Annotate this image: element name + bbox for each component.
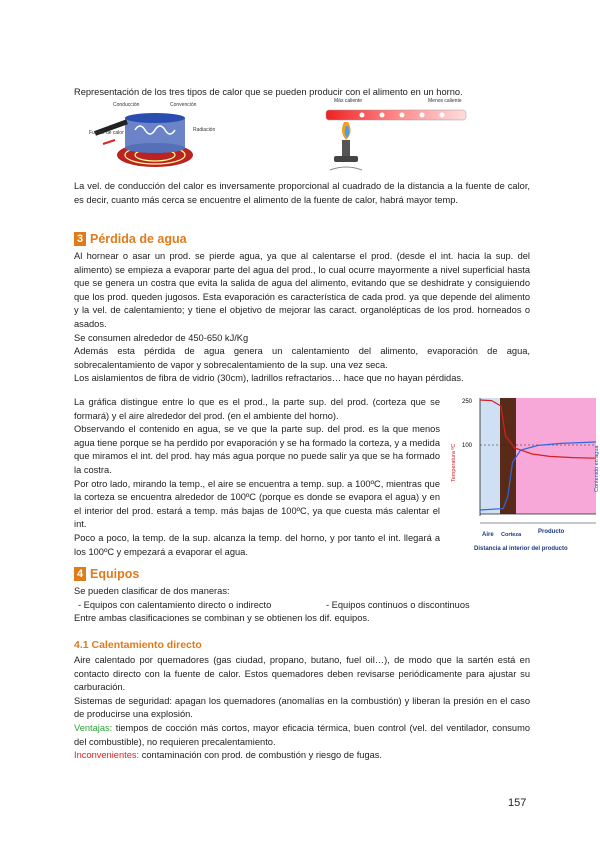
section-3-p3: Además esta pérdida de agua genera un calentamiento del alimento, evaporación de agua, sobrecalentamiento de vapor y sobrecalentamiento de la sup. una vez seca. — [74, 346, 530, 370]
inconvenientes-paragraph — [74, 749, 530, 763]
subsection-p3: Aire calentado por quemadores (gas ciudad, propano, butano, fuel oil…), de modo que la sartén está en contacto directo con la fuente de calor. Estos quemadores deben revisarse periódicamente para ajustar su carburación. — [74, 655, 530, 693]
chart-svg — [446, 392, 600, 556]
label-conduccion: Conducción — [113, 102, 140, 108]
heated-bar — [326, 110, 466, 120]
section-3-p8: Poco a poco, la temp. de la sup. alcanza la temp. del horno, y por tanto el int. llegará a los 100ºC y empezará a evaporar el agua. — [74, 532, 440, 557]
label-mas-caliente: Más caliente — [334, 98, 363, 104]
burner-illustration — [322, 98, 470, 172]
burner-base — [334, 156, 358, 162]
region-label-corteza: Corteza — [501, 532, 522, 538]
section-4-p1: Se pueden clasificar de dos maneras: — [74, 586, 230, 596]
section-3-p4: Los aislamientos de fibra de vidrio (30cm), ladrillos refractarios… hace que no hayan pérdidas. — [74, 373, 464, 384]
region-producto-bg — [516, 398, 596, 514]
section-3-chart-text — [74, 396, 440, 559]
region-label-aire: Aire — [482, 532, 494, 538]
burner-figure — [322, 98, 470, 172]
subsection-4-1-body — [74, 654, 530, 763]
ytick-250: 250 — [462, 399, 473, 405]
inconvenientes-text: contaminación con prod. de combustión y riesgo de fugas. — [139, 750, 383, 761]
section-4-heading — [74, 567, 139, 581]
temperature-water-chart — [446, 392, 600, 556]
section-3-p7: Por otro lado, mirando la temp., el aire se encuentra a temp. sup. a 100ºC, mientras que la corteza se encuentra alrededor de 100ºC (porque es donde se evapora el agua) y en el interior del prod. estará a temp. más bajas de 100ºC, ya que cuesta más calentar el int. — [74, 478, 440, 530]
section-3-p2: Se consumen alrededor de 450-650 kJ/Kg — [74, 332, 249, 343]
ytick-100: 100 — [462, 443, 473, 449]
region-aire-bg — [480, 398, 500, 514]
classification-item-2: - Equipos continuos o discontinuos — [326, 599, 470, 610]
region-label-producto: Producto — [538, 529, 565, 535]
label-convencion: Convención — [170, 102, 197, 108]
section-3-title: Pérdida de agua — [90, 232, 187, 246]
section-3-p5: La gráfica distingue entre lo que es el prod., la parte sup. del prod. (corteza que se formará) y el aire alrededor del prod. (en el ambiente del horno). — [74, 397, 440, 421]
section-3-p1: Al hornear o asar un prod. se pierde agua, ya que al calentarse el prod. (desde el int. hacia la sup. del alimento) se empieza a evaporar parte del agua del prod., lo cual ocurre mayormente a nivel superficial hasta que se genera un costra que evita la salida de agua del alimento, evitando que se deshidrate y consiguiendo que los prod. queden jugosos. Esta evaporación es característica de cada prod. ya que depende del alimento y la vel. de calentamiento; y tiene el objetivo de mejorar las caract. organolépticas de los prod. horneados o asados. — [74, 251, 530, 329]
subsection-4-1-title: 4.1 Calentamiento directo — [74, 639, 202, 651]
section-4-title: Equipos — [90, 567, 140, 581]
y-axis-label: Temperatura ºC — [451, 443, 457, 482]
label-fuente: Fuente de calor — [89, 130, 124, 136]
subsection-p4: Sistemas de seguridad: apagan los quemadores (anomalías en la combustión) y liberan la presión en el caso de producirse una explosión. — [74, 695, 530, 720]
label-radiacion: Radiación — [193, 127, 216, 133]
x-axis-label: Distancia al interior del producto — [474, 546, 568, 552]
section-3-body — [74, 250, 530, 386]
section-3-number: 3 — [74, 232, 86, 246]
classification-item-1: - Equipos con calentamiento directo o indirecto — [78, 599, 272, 610]
y-axis-label-right: Contenido en agua — [594, 445, 600, 492]
inconvenientes-label: Inconvenientes: — [74, 750, 140, 761]
label-menos-caliente: Menos caliente — [428, 98, 462, 104]
heat-transfer-figure — [75, 100, 225, 172]
ventajas-text: tiempos de cocción más cortos, mayor eficacia térmica, buen control (vel. del ventilador, consumo del combustible), no requieren precalentamiento. — [74, 722, 530, 747]
section-3-heading — [74, 232, 187, 246]
intro-text: Representación de los tres tipos de calor que se pueden producir con el alimento en un horno. — [74, 87, 463, 97]
section-4-p2: Entre ambas clasificaciones se combinan y se obtienen los dif. equipos. — [74, 613, 370, 624]
section-3-p6: Observando el contenido en agua, se ve que la parte sup. del prod. es la que menos agua tiene porque se ha perdido por evaporación y se ha formado la corteza, y a medida que miramos el int. del prod. hay más agua porque no puede salir ya que se ha formado la costra. — [74, 424, 440, 475]
ventajas-paragraph — [74, 722, 530, 749]
section-4-number: 4 — [74, 567, 86, 581]
ventajas-label: Ventajas: — [74, 722, 113, 733]
pot-heat-illustration — [75, 100, 225, 172]
page-number: 157 — [508, 797, 527, 809]
conduction-paragraph: La vel. de conducción del calor es inversamente proporcional al cuadrado de la distancia a la fuente de calor, es decir, cuanto más cerca se encuentre el alimento de la fuente de calor, habrá mayor temp. — [74, 181, 530, 205]
section-4-body — [74, 585, 530, 626]
